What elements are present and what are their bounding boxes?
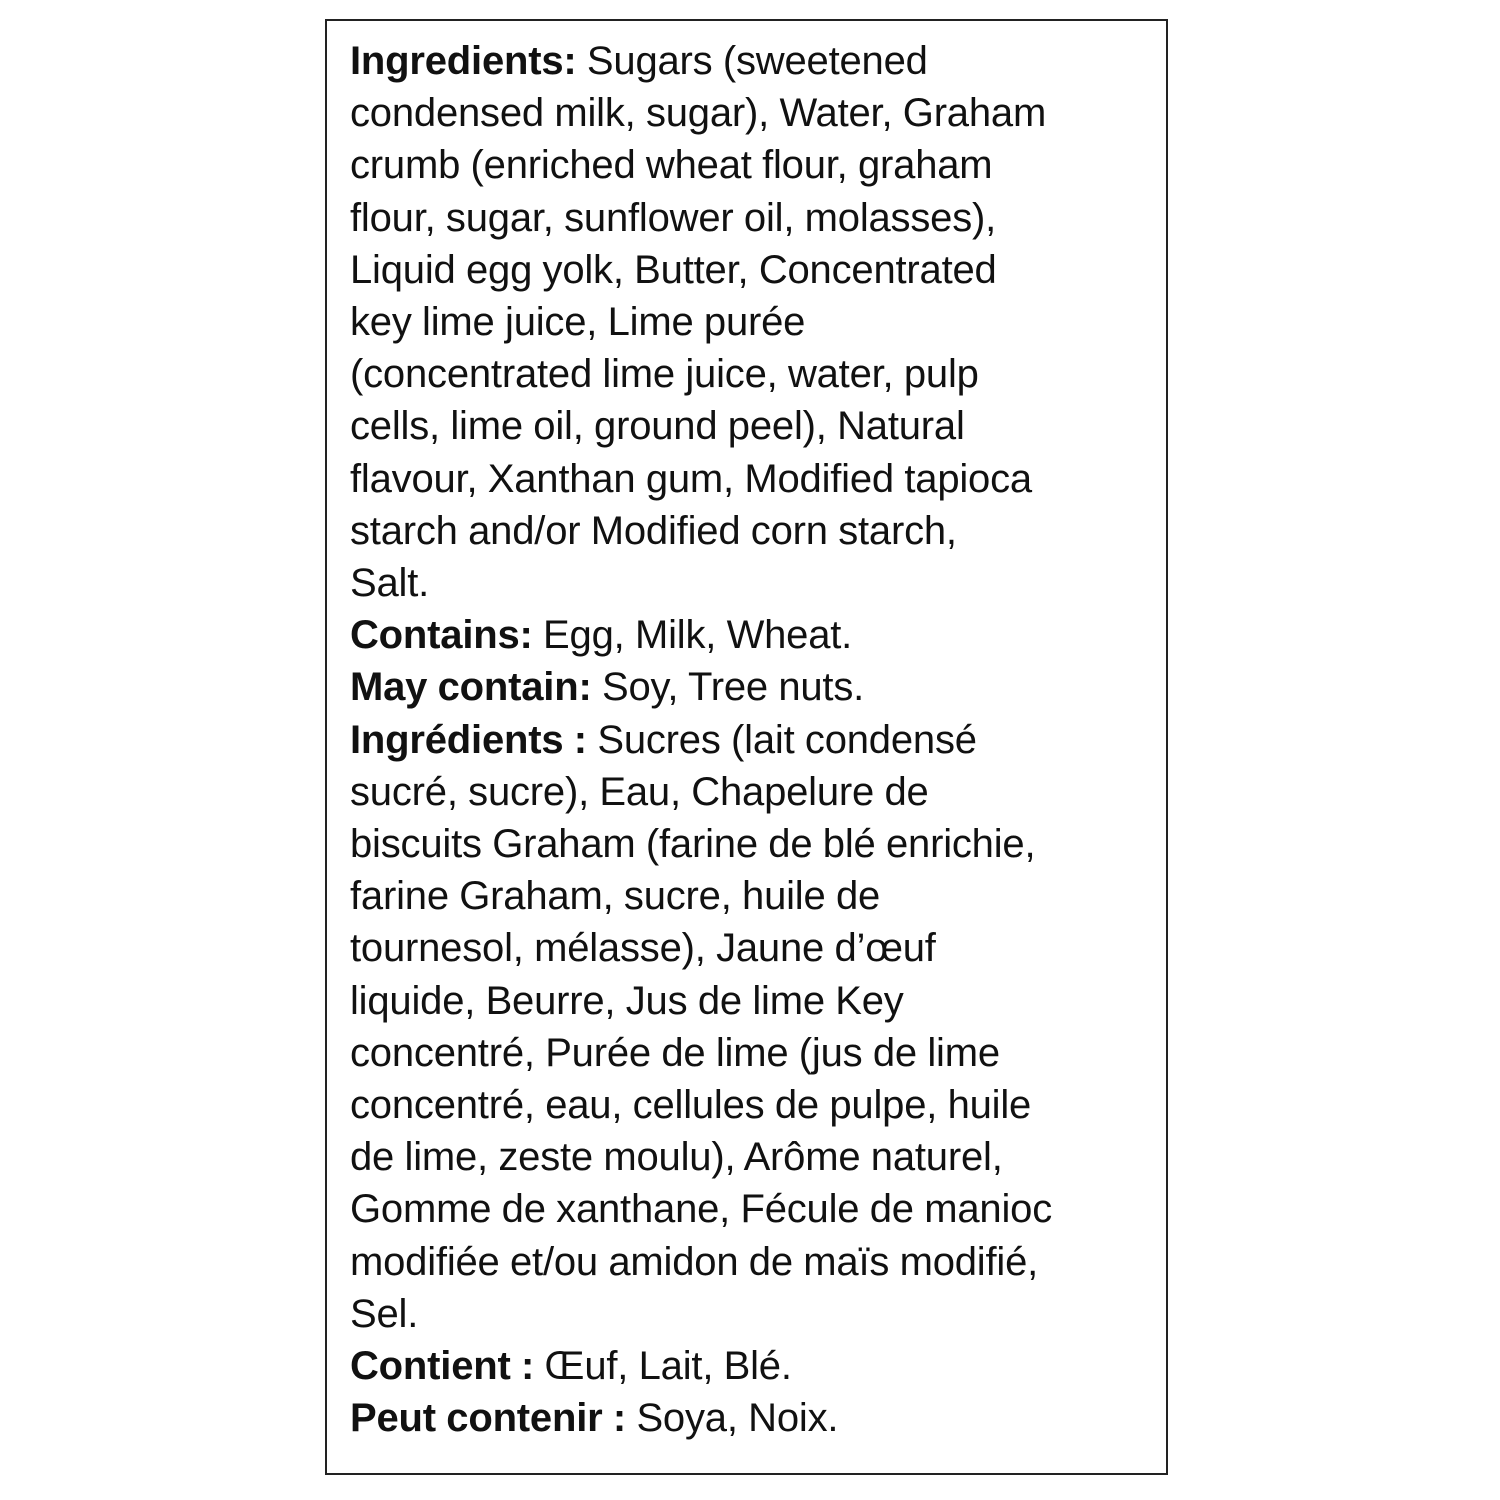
ingredients-en-line: flour, sugar, sunflower oil, molasses), — [350, 195, 997, 240]
ingredients-fr-heading: Ingrédients : — [350, 717, 587, 762]
may-contain-en-text: Soy, Tree nuts. — [591, 665, 865, 710]
ingredients-en — [350, 35, 1148, 609]
ingredients-fr-line: de lime, zeste moulu), Arôme naturel, — [350, 1135, 1003, 1180]
ingredients-en-line-1: Ingredients: Sugars (sweetened — [350, 39, 928, 83]
ingredients-en-heading: Ingredients: — [350, 39, 577, 83]
ingredients-en-line: condensed milk, sugar), Water, Graham — [350, 91, 1047, 136]
ingredients-fr — [350, 714, 1148, 1340]
ingredients-en-line: cells, lime oil, ground peel), Natural — [350, 404, 965, 449]
ingredients-fr-line: Gomme de xanthane, Fécule de manioc — [350, 1187, 1053, 1232]
ingredients-fr-line: concentré, Purée de lime (jus de lime — [350, 1030, 1000, 1075]
contains-fr-text: Œuf, Lait, Blé. — [534, 1344, 792, 1389]
ingredients-fr-line: modifiée et/ou amidon de maïs modifié, — [350, 1239, 1039, 1284]
ingredients-fr-line-1: Ingrédients : Sucres (lait condensé — [350, 717, 977, 762]
ingredients-en-line: starch and/or Modified corn starch, — [350, 508, 957, 553]
contains-fr-heading: Contient : — [350, 1344, 535, 1389]
ingredients-en-line: crumb (enriched wheat flour, graham — [350, 143, 993, 188]
ingredients-en-line: flavour, Xanthan gum, Modified tapioca — [350, 456, 1032, 501]
ingredients-label-panel — [325, 19, 1168, 1475]
ingredients-fr-line: liquide, Beurre, Jus de lime Key — [350, 978, 904, 1023]
may-contain-fr-text: Soya, Noix. — [626, 1396, 839, 1441]
contains-en-heading: Contains: — [350, 613, 533, 658]
ingredients-fr-line: farine Graham, sucre, huile de — [350, 874, 881, 919]
contains-fr — [350, 1340, 1148, 1392]
ingredients-fr-line: Sel. — [350, 1291, 419, 1336]
ingredients-en-line: (concentrated lime juice, water, pulp — [350, 352, 979, 397]
may-contain-en — [350, 661, 1148, 713]
ingredients-en-line: Salt. — [350, 561, 430, 606]
ingredients-fr-line: biscuits Graham (farine de blé enrichie, — [350, 822, 1036, 867]
may-contain-fr — [350, 1392, 1148, 1444]
may-contain-en-heading: May contain: — [350, 665, 592, 710]
contains-en — [350, 609, 1148, 661]
ingredients-en-line: key lime juice, Lime purée — [350, 300, 806, 345]
ingredients-fr-line: concentré, eau, cellules de pulpe, huile — [350, 1083, 1032, 1128]
contains-en-text: Egg, Milk, Wheat. — [532, 613, 853, 658]
ingredients-fr-line: sucré, sucre), Eau, Chapelure de — [350, 769, 929, 814]
ingredients-fr-line: tournesol, mélasse), Jaune d’œuf — [350, 926, 936, 971]
ingredients-en-line: Liquid egg yolk, Butter, Concentrated — [350, 247, 997, 292]
may-contain-fr-heading: Peut contenir : — [350, 1396, 627, 1441]
